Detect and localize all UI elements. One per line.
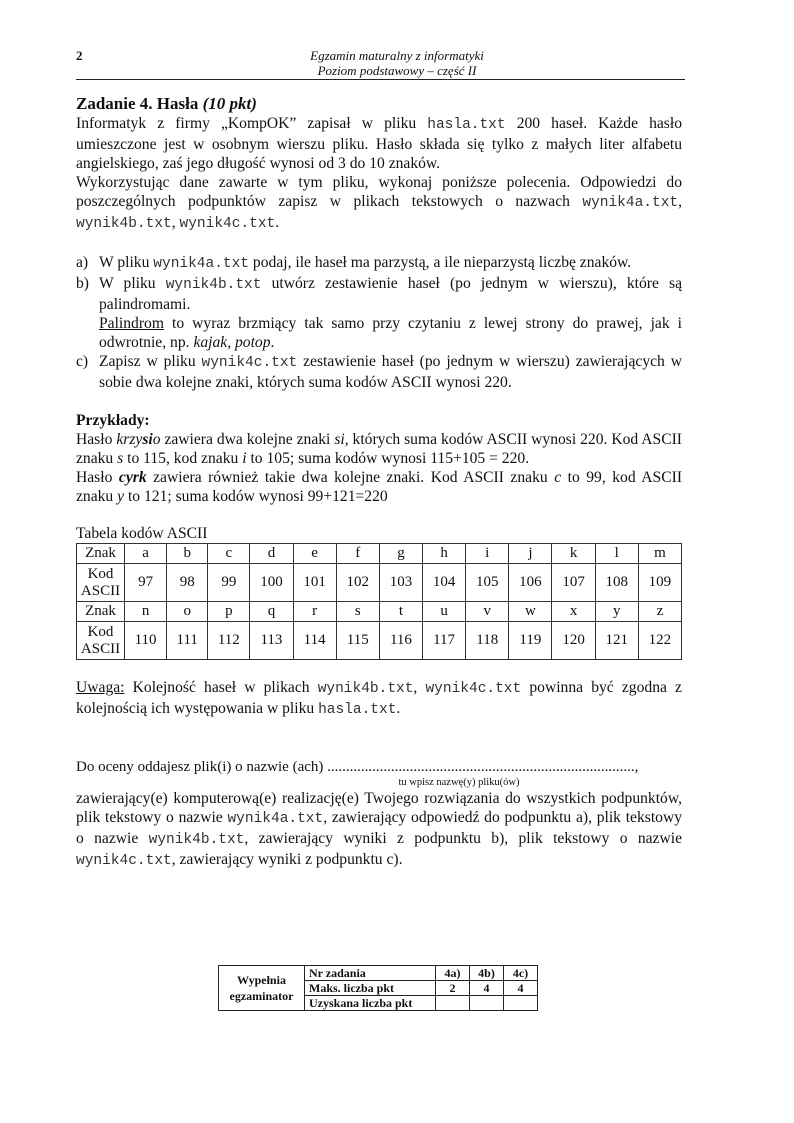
file-name-b: wynik4b.txt — [148, 832, 245, 848]
submit-text-2: , zawierający odpowiedź do podpunktu a), plik tekstowy o nazwie — [76, 809, 683, 847]
table-cell: t — [379, 602, 422, 622]
table-cell: u — [423, 602, 466, 622]
palindrome-definition — [99, 314, 682, 352]
example-2-text: Hasło — [76, 469, 113, 486]
example-1-rest-b: to 115, kod znaku — [127, 450, 239, 467]
table-cell: 122 — [638, 622, 681, 660]
table-cell: w — [509, 602, 552, 622]
table-cell: 103 — [379, 564, 422, 602]
char-c: c — [554, 469, 562, 486]
table-cell: 98 — [167, 564, 208, 602]
score-row-max-label: Maks. liczba pkt — [305, 981, 436, 996]
table-cell: o — [167, 602, 208, 622]
table-cell: e — [293, 544, 336, 564]
table-cell: m — [638, 544, 681, 564]
examples-heading-text: Przykłady: — [76, 412, 150, 429]
table-row-label: Znak — [77, 544, 125, 564]
task-points: (10 pkt) — [202, 94, 257, 113]
table-cell: d — [250, 544, 293, 564]
note-text: Kolejność haseł w plikach — [132, 679, 310, 696]
example-1 — [76, 430, 682, 468]
example-2-rest: to 99, kod ASCII znaku — [76, 469, 683, 505]
subtask-list — [76, 253, 682, 392]
table-cell: p — [208, 602, 250, 622]
table-cell: 108 — [595, 564, 638, 602]
score-max-4b: 4 — [470, 981, 504, 996]
intro-text: Informatyk z firmy „KompOK” zapisał w pliku — [76, 115, 417, 132]
score-table — [218, 965, 538, 1011]
period: . — [275, 214, 280, 231]
score-got-4a[interactable] — [436, 996, 470, 1011]
table-cell: n — [125, 602, 167, 622]
table-cell: 109 — [638, 564, 681, 602]
char-i: i — [242, 450, 247, 467]
example-1-rest: , których suma kodów ASCII wynosi 220. Kod ASCII znaku — [76, 431, 682, 467]
table-cell: g — [379, 544, 422, 564]
table-cell: 117 — [423, 622, 466, 660]
ascii-table — [76, 543, 682, 660]
table-cell: 105 — [466, 564, 509, 602]
table-row-label: Kod ASCII — [77, 622, 125, 660]
header-line-2: Poziom podstawowy – część II — [317, 63, 477, 78]
header-divider — [76, 79, 685, 80]
table-row-char-row-1 — [77, 544, 682, 564]
example-1-mid: zawiera dwa kolejne znaki — [164, 431, 331, 448]
file-name-a: wynik4a.txt — [153, 256, 250, 272]
file-name-c: wynik4c.txt — [179, 216, 276, 232]
word-highlight: si — [142, 431, 153, 448]
table-cell: 116 — [379, 622, 422, 660]
table-cell: 111 — [167, 622, 208, 660]
comma: , — [413, 679, 418, 696]
table-cell: 104 — [423, 564, 466, 602]
table-row-label: Znak — [77, 602, 125, 622]
table-cell: 120 — [552, 622, 595, 660]
task-intro-2 — [76, 173, 682, 234]
score-task-4b: 4b) — [470, 966, 504, 981]
table-cell: 118 — [466, 622, 509, 660]
table-cell: q — [250, 602, 293, 622]
intro-text-cont: 200 haseł. Każde hasło umieszczone jest w osobnym wierszu pliku. Hasło składa się tylko z małych liter alfabetu angielskiego, zaś jego długość wynosi od 3 do 10 znaków. — [76, 115, 682, 172]
table-cell: k — [552, 544, 595, 564]
table-cell: 121 — [595, 622, 638, 660]
score-task-4c: 4c) — [504, 966, 538, 981]
table-cell: 101 — [293, 564, 336, 602]
example-2-word: cyrk — [118, 469, 147, 486]
subtask-b-label: b) — [76, 275, 89, 292]
table-cell: 115 — [336, 622, 379, 660]
score-row-task-label: Nr zadania — [305, 966, 436, 981]
table-cell: x — [552, 602, 595, 622]
table-cell: y — [595, 602, 638, 622]
task-content — [76, 94, 682, 871]
palindrome-def-text: to wyraz brzmiący tak samo przy czytaniu z lewej strony do prawej, jak i odwrotnie, np. — [99, 315, 682, 351]
table-cell: 113 — [250, 622, 293, 660]
table-cell: 99 — [208, 564, 250, 602]
word-part: krzy — [116, 431, 143, 448]
table-cell: v — [466, 602, 509, 622]
table-cell: c — [208, 544, 250, 564]
table-cell: 102 — [336, 564, 379, 602]
subtask-a — [76, 253, 682, 274]
submit-text-1: zawierający(e) komputerową(e) realizację(e) Twojego rozwiązania do wszystkich podpunktów, plik tekstowy o nazwie — [76, 790, 682, 826]
score-max-4c: 4 — [504, 981, 538, 996]
comma: , — [171, 214, 176, 231]
submit-text — [76, 789, 682, 871]
subtask-c-text-cont: zestawienie haseł (po jednym w wierszu) zawierających w sobie dwa kolejne znaki, których suma kodów ASCII wynosi 220. — [99, 353, 682, 391]
example-1-pair: si — [334, 431, 345, 448]
score-got-4b[interactable] — [470, 996, 504, 1011]
table-cell: 110 — [125, 622, 167, 660]
file-name-c: wynik4c.txt — [425, 681, 522, 697]
examples-heading — [76, 411, 682, 430]
example-1-rest-c: to 105; suma kodów wynosi 115+105 = 220. — [250, 450, 530, 467]
page-header-title — [0, 48, 794, 78]
table-cell: i — [466, 544, 509, 564]
file-name-c: wynik4c.txt — [76, 853, 172, 869]
table-cell: 112 — [208, 622, 250, 660]
examiner-fill-label: Wypełnia egzaminator — [219, 966, 305, 1011]
score-task-4a: 4a) — [436, 966, 470, 981]
table-row-char-row-2 — [77, 602, 682, 622]
note — [76, 678, 682, 720]
char-y: y — [117, 488, 125, 505]
subtask-c-text: Zapisz w pliku — [99, 353, 196, 370]
file-name-b: wynik4b.txt — [165, 277, 262, 293]
submit-line: Do oceny oddajesz plik(i) o nazwie (ach) .................................................................................., — [76, 759, 639, 775]
intro2-text: Wykorzystując dane zawarte w tym pliku, wykonaj poniższe polecenia. Odpowiedzi do poszczególnych podpunktów zapisz w plikach tekstowych o nazwach — [76, 174, 682, 210]
example-1-text: Hasło — [76, 431, 113, 448]
file-name-c: wynik4c.txt — [201, 355, 298, 371]
table-row-label: Kod ASCII — [77, 564, 125, 602]
palindrome-examples: kajak, potop — [193, 334, 271, 351]
task-title-text: Zadanie 4. Hasła — [76, 94, 199, 113]
example-2 — [76, 468, 682, 506]
file-name-hasla: hasla.txt — [318, 702, 397, 718]
table-cell: j — [509, 544, 552, 564]
table-cell: 106 — [509, 564, 552, 602]
task-title — [76, 94, 682, 114]
score-got-4c[interactable] — [504, 996, 538, 1011]
file-name-a: wynik4a.txt — [582, 195, 679, 211]
note-label: Uwaga: — [76, 679, 125, 696]
example-1-word — [116, 431, 160, 448]
file-name-a: wynik4a.txt — [227, 811, 324, 827]
subtask-b-text: W pliku — [99, 275, 156, 292]
subtask-a-text: W pliku — [99, 254, 150, 271]
header-line-1: Egzamin maturalny z informatyki — [310, 48, 484, 63]
table-cell: f — [336, 544, 379, 564]
file-name-hasla: hasla.txt — [427, 117, 506, 133]
table-cell: l — [595, 544, 638, 564]
score-row-got-label: Uzyskana liczba pkt — [305, 996, 436, 1011]
submit-text-3: , zawierający wyniki z podpunktu b), plik tekstowy o nazwie — [244, 830, 682, 847]
subtask-b — [76, 274, 682, 352]
table-row-code-row-1 — [77, 564, 682, 602]
table-caption: Tabela kodów ASCII — [76, 525, 208, 542]
period: . — [270, 334, 275, 351]
table-cell: 119 — [509, 622, 552, 660]
subtask-a-text-cont: podaj, ile haseł ma parzystą, a ile nieparzystą liczbę znaków. — [252, 254, 632, 271]
table-row-code-row-2 — [77, 622, 682, 660]
word-part: o — [152, 431, 161, 448]
palindrome-term: Palindrom — [99, 315, 164, 332]
table-cell: h — [423, 544, 466, 564]
table-cell: 114 — [293, 622, 336, 660]
subtask-a-label: a) — [76, 254, 89, 271]
file-name-b: wynik4b.txt — [317, 681, 414, 697]
note-text-cont: powinna być zgodna z kolejnością ich występowania w pliku — [76, 679, 682, 717]
page-number: 2 — [76, 48, 83, 63]
example-2-rest-b: to 121; suma kodów wynosi 99+121=220 — [127, 488, 388, 505]
table-cell: z — [638, 602, 681, 622]
period: . — [396, 700, 401, 717]
example-2-mid: zawiera również takie dwa kolejne znaki. Kod ASCII znaku — [153, 469, 548, 486]
comma: , — [678, 193, 682, 210]
score-max-4a: 2 — [436, 981, 470, 996]
task-intro-1 — [76, 114, 682, 173]
table-cell: 100 — [250, 564, 293, 602]
table-cell: a — [125, 544, 167, 564]
subtask-c — [76, 352, 682, 392]
file-name-b: wynik4b.txt — [76, 216, 172, 232]
table-cell: b — [167, 544, 208, 564]
table-cell: s — [336, 602, 379, 622]
table-cell: 97 — [125, 564, 167, 602]
subtask-b-text-cont: utwórz zestawienie haseł (po jednym w wierszu), które są palindromami. — [99, 275, 683, 313]
submit-hint: tu wpisz nazwę(y) pliku(ów) — [398, 777, 520, 788]
char-s: s — [117, 450, 124, 467]
table-cell: r — [293, 602, 336, 622]
submit-text-4: , zawierający wyniki z podpunktu c). — [171, 851, 403, 868]
subtask-c-label: c) — [76, 353, 89, 370]
table-cell: 107 — [552, 564, 595, 602]
